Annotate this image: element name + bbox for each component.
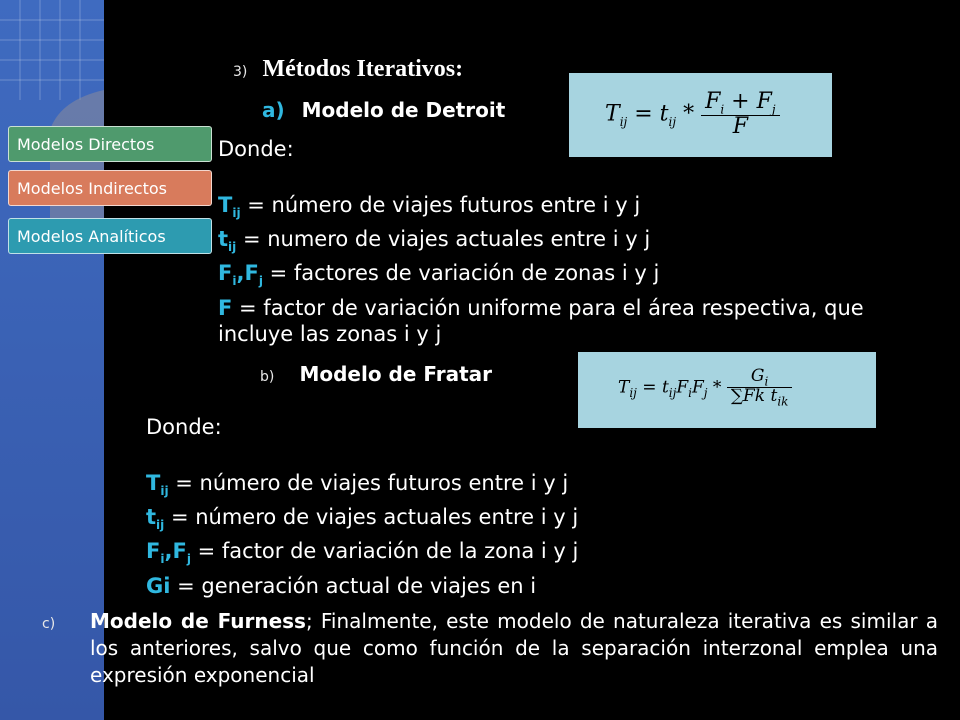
definition-line [146, 504, 826, 538]
formula-sub: ij [668, 115, 677, 130]
def-text: = factor de variación uniforme para el área respectiva, que [232, 295, 864, 320]
def-sub: ij [156, 518, 165, 533]
tab-modelos-directos[interactable]: Modelos Directos [8, 126, 212, 162]
fratar-donde: Donde: [146, 415, 222, 439]
definition-line [218, 192, 898, 226]
detroit-definitions [218, 192, 898, 347]
fratar-header [260, 362, 492, 386]
fratar-definitions [146, 470, 826, 599]
def-symbol: t [146, 505, 157, 530]
furness-marker: c) [42, 616, 56, 632]
definition-line [218, 295, 898, 321]
formula-symbol: + F [724, 89, 772, 114]
def-sub: ij [228, 240, 237, 255]
formula-symbol: F [732, 114, 748, 140]
definition-line [218, 260, 898, 294]
formula-symbol: F [692, 377, 704, 398]
def-sub: j [258, 274, 263, 289]
definition-line [218, 226, 898, 260]
formula-symbol: T [618, 377, 630, 398]
formula-operator: * [676, 101, 702, 127]
detroit-header [262, 98, 505, 122]
formula-sub: ij [629, 385, 637, 400]
formula-symbol: ∑ [730, 386, 743, 407]
furness-paragraph [90, 608, 938, 689]
tab-modelos-indirectos[interactable]: Modelos Indirectos [8, 170, 212, 206]
def-sub: j [186, 552, 191, 567]
fratar-formula [578, 352, 876, 428]
def-symbol: ,F [164, 539, 187, 564]
def-symbol: F [146, 539, 161, 564]
furness-text: Finalmente, este modelo de naturaleza iterativa es similar a los anteriores, salvo que como función de la separación interzonal emplea una expresión exponencial [90, 609, 938, 687]
formula-sub: i [688, 385, 692, 400]
def-text: = factor de variación de la zona i y j [190, 539, 579, 564]
def-text: = número de viajes futuros entre i y j [240, 193, 641, 217]
formula-symbol: Fk t [742, 386, 778, 407]
formula-sub: i [764, 374, 769, 389]
formula-sub: j [703, 385, 708, 400]
tab-modelos-analiticos[interactable]: Modelos Analíticos [8, 218, 212, 254]
formula-symbol: G [750, 366, 765, 386]
definition-line [146, 538, 826, 572]
formula-symbol: = t [636, 377, 669, 398]
formula-symbol: T [605, 101, 620, 127]
def-sub: ij [160, 484, 169, 499]
formula-operator: * [707, 377, 727, 398]
definition-line: incluye las zonas i y j [218, 321, 442, 346]
fratar-marker: b) [260, 369, 275, 385]
formula-sub: ij [668, 385, 677, 400]
section-title: Métodos Iterativos: [262, 56, 464, 82]
def-symbol: t [218, 227, 229, 252]
furness-sep: ; [305, 609, 313, 633]
def-symbol: T [218, 193, 233, 217]
formula-symbol: = t [627, 101, 669, 127]
formula-sub: ij [619, 115, 628, 130]
definition-line [146, 573, 826, 599]
def-sub: ij [232, 206, 241, 221]
def-text: = factores de variación de zonas i y j [262, 261, 660, 286]
def-sub: i [160, 552, 165, 567]
formula-sub: i [720, 102, 725, 117]
furness-label: Modelo de Furness [90, 609, 306, 633]
def-symbol: T [146, 471, 161, 495]
def-text: = numero de viajes actuales entre i y j [236, 227, 651, 252]
fratar-title: Modelo de Fratar [299, 362, 493, 386]
formula-symbol: F [705, 89, 721, 114]
formula-fraction [727, 368, 793, 408]
def-symbol: F [218, 261, 233, 286]
formula-sub: j [771, 102, 776, 117]
def-text: = generación actual de viajes en i [170, 573, 537, 598]
formula-sub: ik [777, 394, 789, 409]
detroit-marker: a) [262, 98, 285, 122]
formula-fraction [701, 91, 780, 138]
section-header [233, 56, 463, 83]
def-sub: i [232, 274, 237, 289]
section-number: 3) [233, 64, 248, 80]
detroit-title: Modelo de Detroit [301, 98, 506, 122]
formula-symbol: F [676, 377, 689, 398]
detroit-donde: Donde: [218, 137, 294, 161]
def-symbol: F [218, 295, 233, 320]
def-symbol: ,F [236, 261, 259, 286]
sidebar-background [0, 0, 104, 720]
def-text: = número de viajes futuros entre i y j [168, 471, 569, 495]
def-text: = número de viajes actuales entre i y j [164, 505, 579, 530]
definition-line [146, 470, 826, 504]
def-symbol: Gi [146, 573, 171, 598]
detroit-formula [569, 73, 832, 157]
